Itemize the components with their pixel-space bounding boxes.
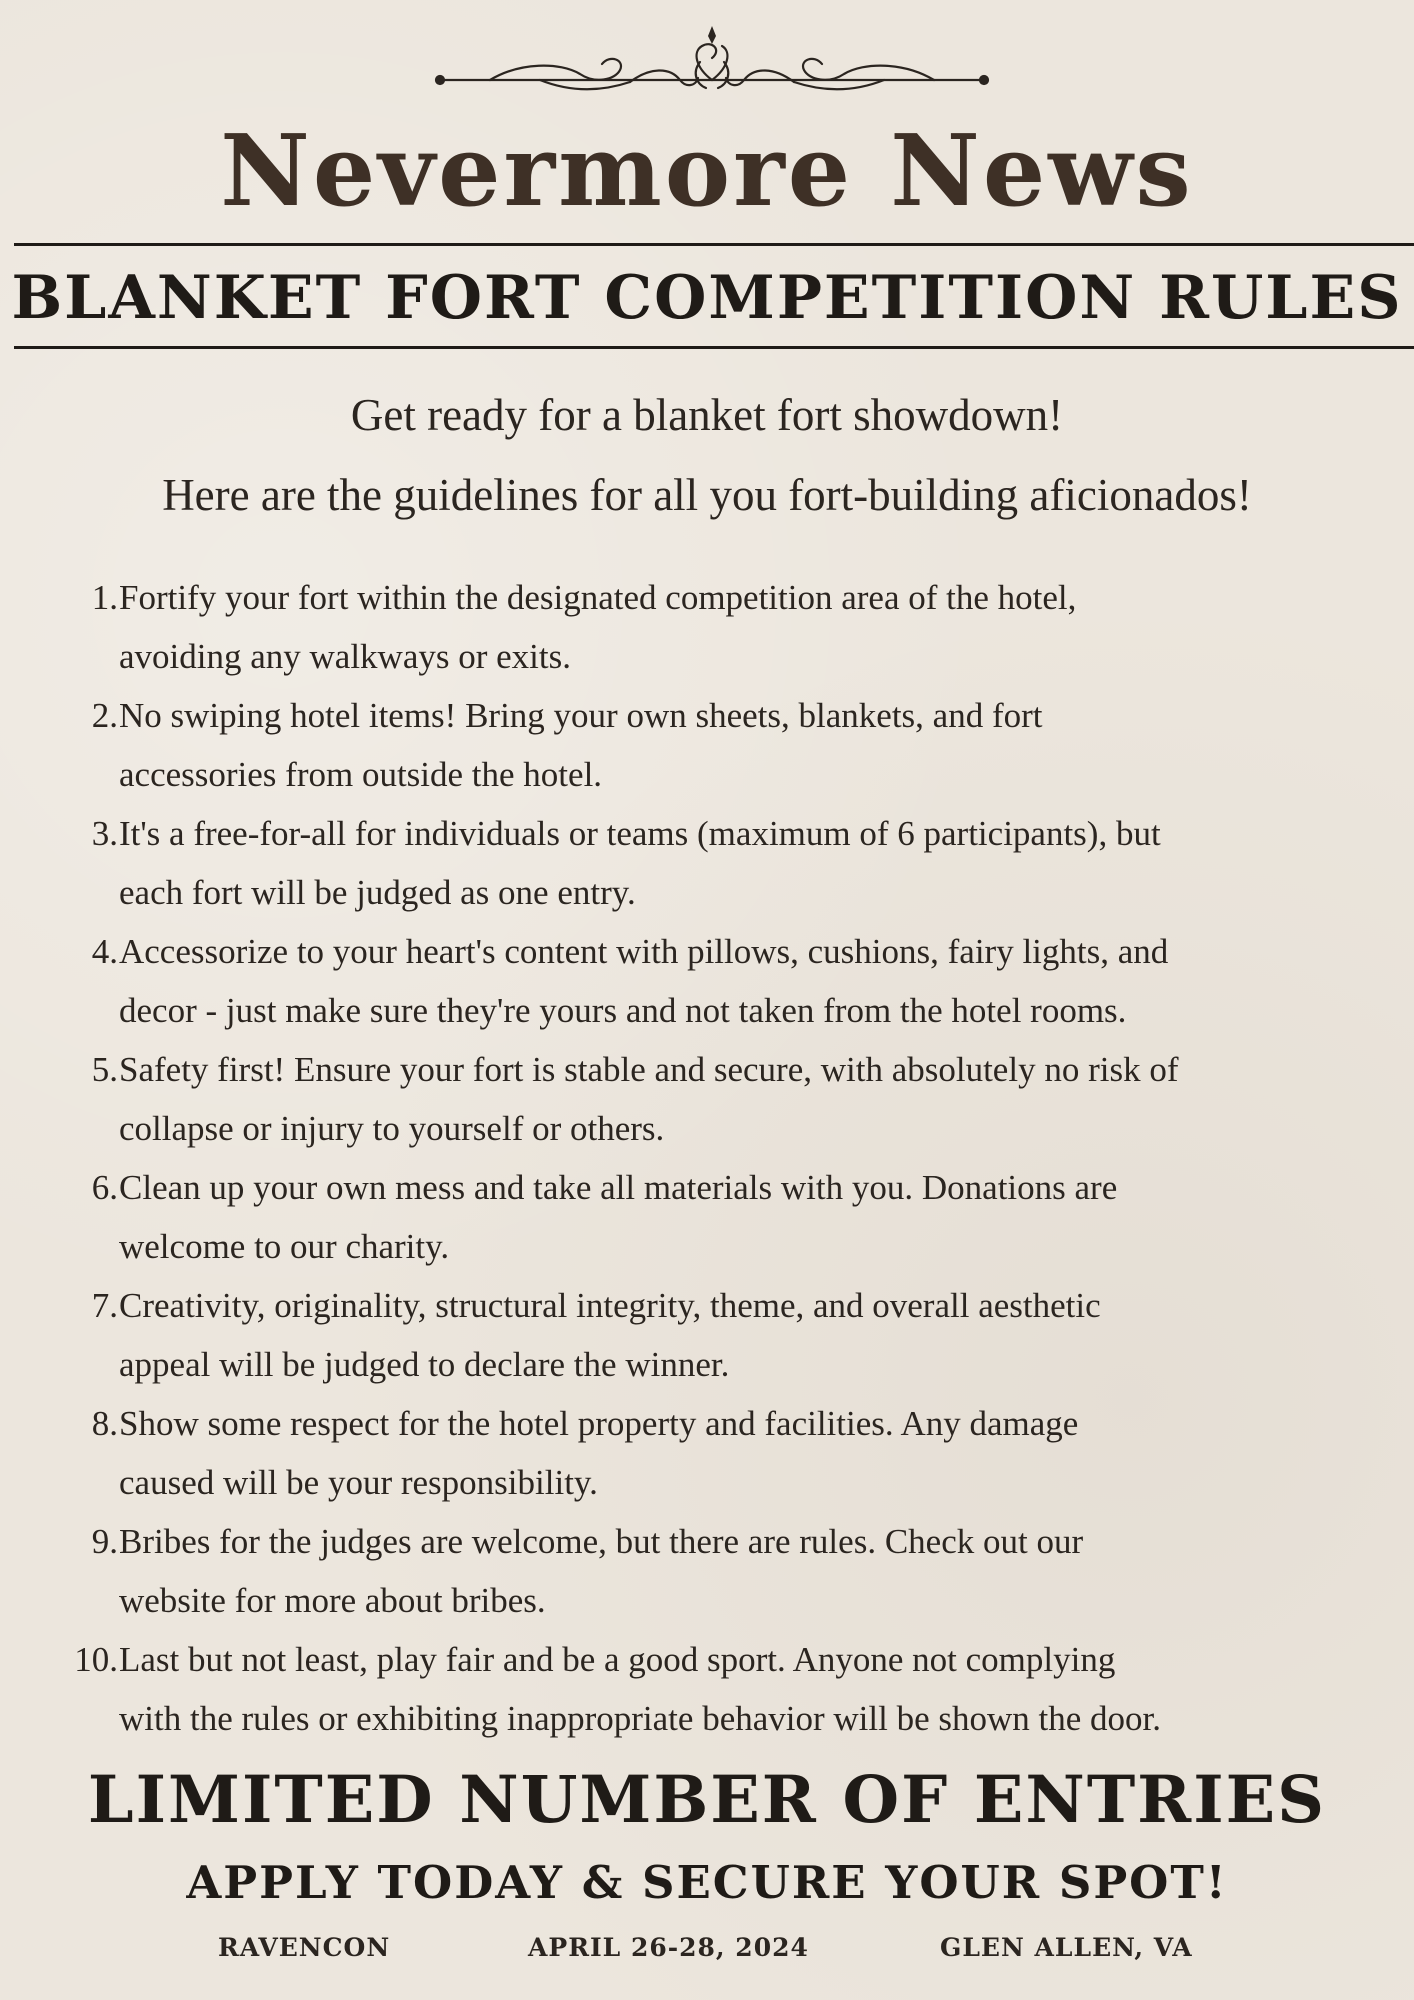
rule-text-line: each fort will be judged as one entry. [119, 873, 636, 912]
scroll-flourish-ornament-icon [430, 22, 994, 102]
rule-item-3 [60, 804, 1380, 922]
rule-text-line: Bribes for the judges are welcome, but there are rules. Check out our [119, 1522, 1084, 1561]
rule-text-line: website for more about bribes. [119, 1581, 546, 1620]
rule-item-4 [60, 922, 1380, 1040]
rule-text [118, 686, 1380, 804]
rule-text-line: Clean up your own mess and take all materials with you. Donations are [119, 1168, 1118, 1207]
rule-text [118, 1040, 1380, 1158]
rule-number: 3. [91, 814, 118, 853]
headline-bottom-rule [14, 346, 1414, 349]
footer-event-dates: APRIL 26-28, 2024 [528, 1933, 809, 1962]
rule-number: 5. [91, 1050, 118, 1089]
rule-item-2 [60, 686, 1380, 804]
apply-today-banner: APPLY TODAY & SECURE YOUR SPOT! [186, 1856, 1228, 1909]
rule-text [118, 1394, 1380, 1512]
rule-number: 9. [91, 1522, 118, 1561]
rule-text-line: Safety first! Ensure your fort is stable and secure, with absolutely no risk of [119, 1050, 1179, 1089]
rule-text [118, 1630, 1380, 1748]
rule-number: 1. [91, 578, 118, 617]
rule-text-line: Fortify your fort within the designated competition area of the hotel, [119, 578, 1077, 617]
rule-item-6 [60, 1158, 1380, 1276]
rule-text [118, 1158, 1380, 1276]
rule-item-1 [60, 568, 1380, 686]
masthead-title: Nevermore News [220, 114, 1194, 229]
rule-number: 6. [91, 1168, 118, 1207]
rule-text-line: caused will be your responsibility. [119, 1463, 598, 1502]
rule-number: 8. [91, 1404, 118, 1443]
rule-text-line: with the rules or exhibiting inappropriate behavior will be shown the door. [119, 1699, 1162, 1738]
footer-event-location: GLEN ALLEN, VA [940, 1933, 1193, 1962]
rule-text-line: avoiding any walkways or exits. [119, 637, 571, 676]
limited-entries-banner: LIMITED NUMBER OF ENTRIES [87, 1762, 1327, 1838]
rule-text [118, 922, 1380, 1040]
rule-item-7 [60, 1276, 1380, 1394]
rule-number: 7. [91, 1286, 118, 1325]
rule-text-line: collapse or injury to yourself or others. [119, 1109, 665, 1148]
headline-top-rule [14, 243, 1414, 246]
rule-text-line: No swiping hotel items! Bring your own sheets, blankets, and fort [119, 696, 1043, 735]
rule-number: 10. [74, 1640, 118, 1679]
rule-item-8 [60, 1394, 1380, 1512]
rule-text [118, 1276, 1380, 1394]
rule-number: 2. [91, 696, 118, 735]
intro-line-1: Get ready for a blanket fort showdown! [350, 390, 1064, 440]
rule-text-line: Last but not least, play fair and be a good sport. Anyone not complying [119, 1640, 1116, 1679]
rule-number: 4. [91, 932, 118, 971]
rule-text-line: Accessorize to your heart's content with pillows, cushions, fairy lights, and [119, 932, 1169, 971]
rule-text [118, 804, 1380, 922]
rules-list [60, 568, 1380, 1748]
rule-text-line: accessories from outside the hotel. [119, 755, 603, 794]
rule-text-line: welcome to our charity. [119, 1227, 450, 1266]
rule-text-line: decor - just make sure they're yours and not taken from the hotel rooms. [119, 991, 1127, 1030]
rule-item-5 [60, 1040, 1380, 1158]
intro-line-2: Here are the guidelines for all you fort-building aficionados! [162, 470, 1252, 520]
rule-text-line: Creativity, originality, structural integrity, theme, and overall aesthetic [119, 1286, 1101, 1325]
rule-text [118, 1512, 1380, 1630]
rule-text [118, 568, 1380, 686]
rule-item-10 [60, 1630, 1380, 1748]
rule-item-9 [60, 1512, 1380, 1630]
rule-text-line: Show some respect for the hotel property and facilities. Any damage [119, 1404, 1079, 1443]
rule-text-line: It's a free-for-all for individuals or teams (maximum of 6 participants), but [119, 814, 1161, 853]
rule-text-line: appeal will be judged to declare the winner. [119, 1345, 730, 1384]
footer-event-name: RAVENCON [218, 1933, 391, 1962]
headline: BLANKET FORT COMPETITION RULES [11, 263, 1403, 333]
